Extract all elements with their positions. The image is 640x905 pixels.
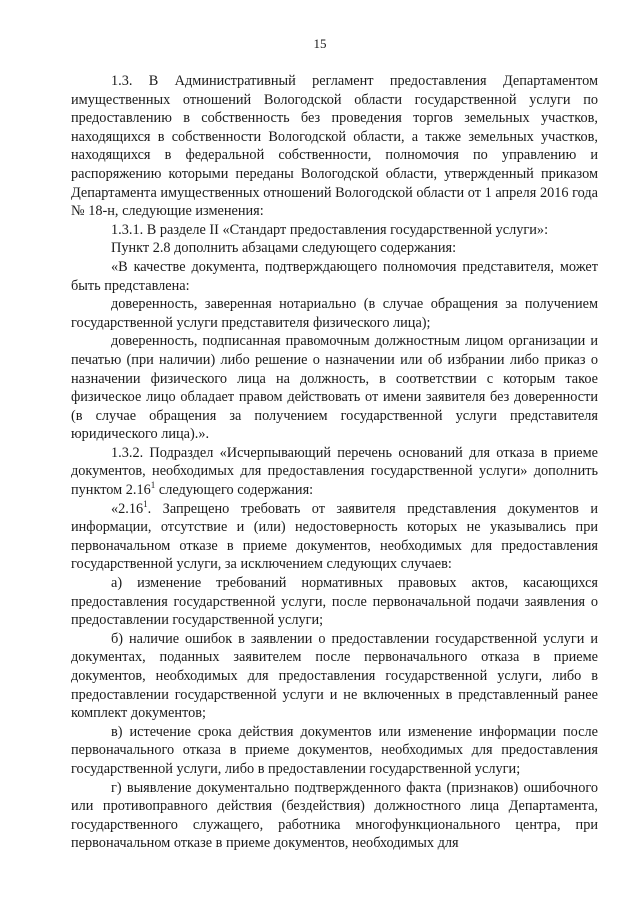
list-item-a: а) изменение требований нормативных правовых актов, касающихся предоставления государственной услуги, после первоначальной подачи заявления о предоставлении государственной услуги; [71,575,598,629]
list-item-b: б) наличие ошибок в заявлении о предоставлении государственной услуги и документах, поданных заявителем после первоначального отказа в приеме документов, необходимых для предоставления государственной услуги, либо в предоставлении государственной услуги и не включенных в представленный ранее комплект документов; [71,630,598,722]
superscript: 1 [143,498,148,509]
superscript: 1 [150,480,156,491]
document-body [71,72,598,853]
paragraph-2-16-1 [71,500,598,574]
paragraph-1-3-1: 1.3.1. В разделе II «Стандарт предоставления государственной услуги»: [111,221,549,238]
paragraph-2-16-1-text: «2.16 [111,500,144,517]
paragraph-notarized-power-of-attorney: доверенность, заверенная нотариально (в случае обращения за получением государственной услуги представителя физического лица); [71,296,598,331]
paragraph-1-3-2-text: 1.3.2. Подраздел «Исчерпывающий перечень оснований для отказа в приеме документов, необходимых для предоставления государственной услуги» дополнить пунктом 2.16 [71,444,598,499]
paragraph-signed-power-of-attorney: доверенность, подписанная правомочным должностным лицом организации и печатью (при наличии) либо решение о назначении или об избрании либо приказ о назначении физического лица на должность, в соответствии с которым такое физическое лицо обладает правом действовать от имени заявителя без доверенности (в случае обращения за получением государственной услуги представителя юридического лица).». [71,333,598,443]
paragraph-2-16-1-tail: . Запрещено требовать от заявителя представления документов и информации, отсутствие и (или) недостоверность которых не указывались при первоначальном отказе в приеме документов, необходимых для предоставления государственной услуги, за исключением следующих случаев: [71,500,598,573]
paragraph-representative-document: «В качестве документа, подтверждающего полномочия представителя, может быть представлена: [71,258,598,294]
paragraph-1-3: 1.3. В Административный регламент предоставления Департаментом имущественных отношений Вологодской области государственной услуги по предоставлению в собственность без проведения торгов земельных участков, находящихся в собственности Вологодской области, а также земельных участков, находящихся в федеральной собственности, полномочия по управлению и распоряжению которыми переданы Вологодской области, утвержденный приказом Департамента имущественных отношений Вологодской области от 1 апреля 2016 года № 18-н, следующие изменения: [71,73,598,220]
page-number: 15 [313,36,327,51]
paragraph-1-3-2 [71,444,598,500]
list-item-g: г) выявление документально подтвержденного факта (признаков) ошибочного или противоправного действия (бездействия) должностного лица Департамента, государственного служащего, работника многофункционального центра, при первоначальном отказе в приеме документов, необходимых для [71,779,598,852]
paragraph-point-2-8: Пункт 2.8 дополнить абзацами следующего содержания: [111,240,457,257]
paragraph-1-3-2-tail: следующего содержания: [155,482,314,499]
list-item-v: в) истечение срока действия документов или изменение информации после первоначального отказа в приеме документов, необходимых для предоставления государственной услуги, либо в предоставлении государственной услуги; [71,723,598,777]
